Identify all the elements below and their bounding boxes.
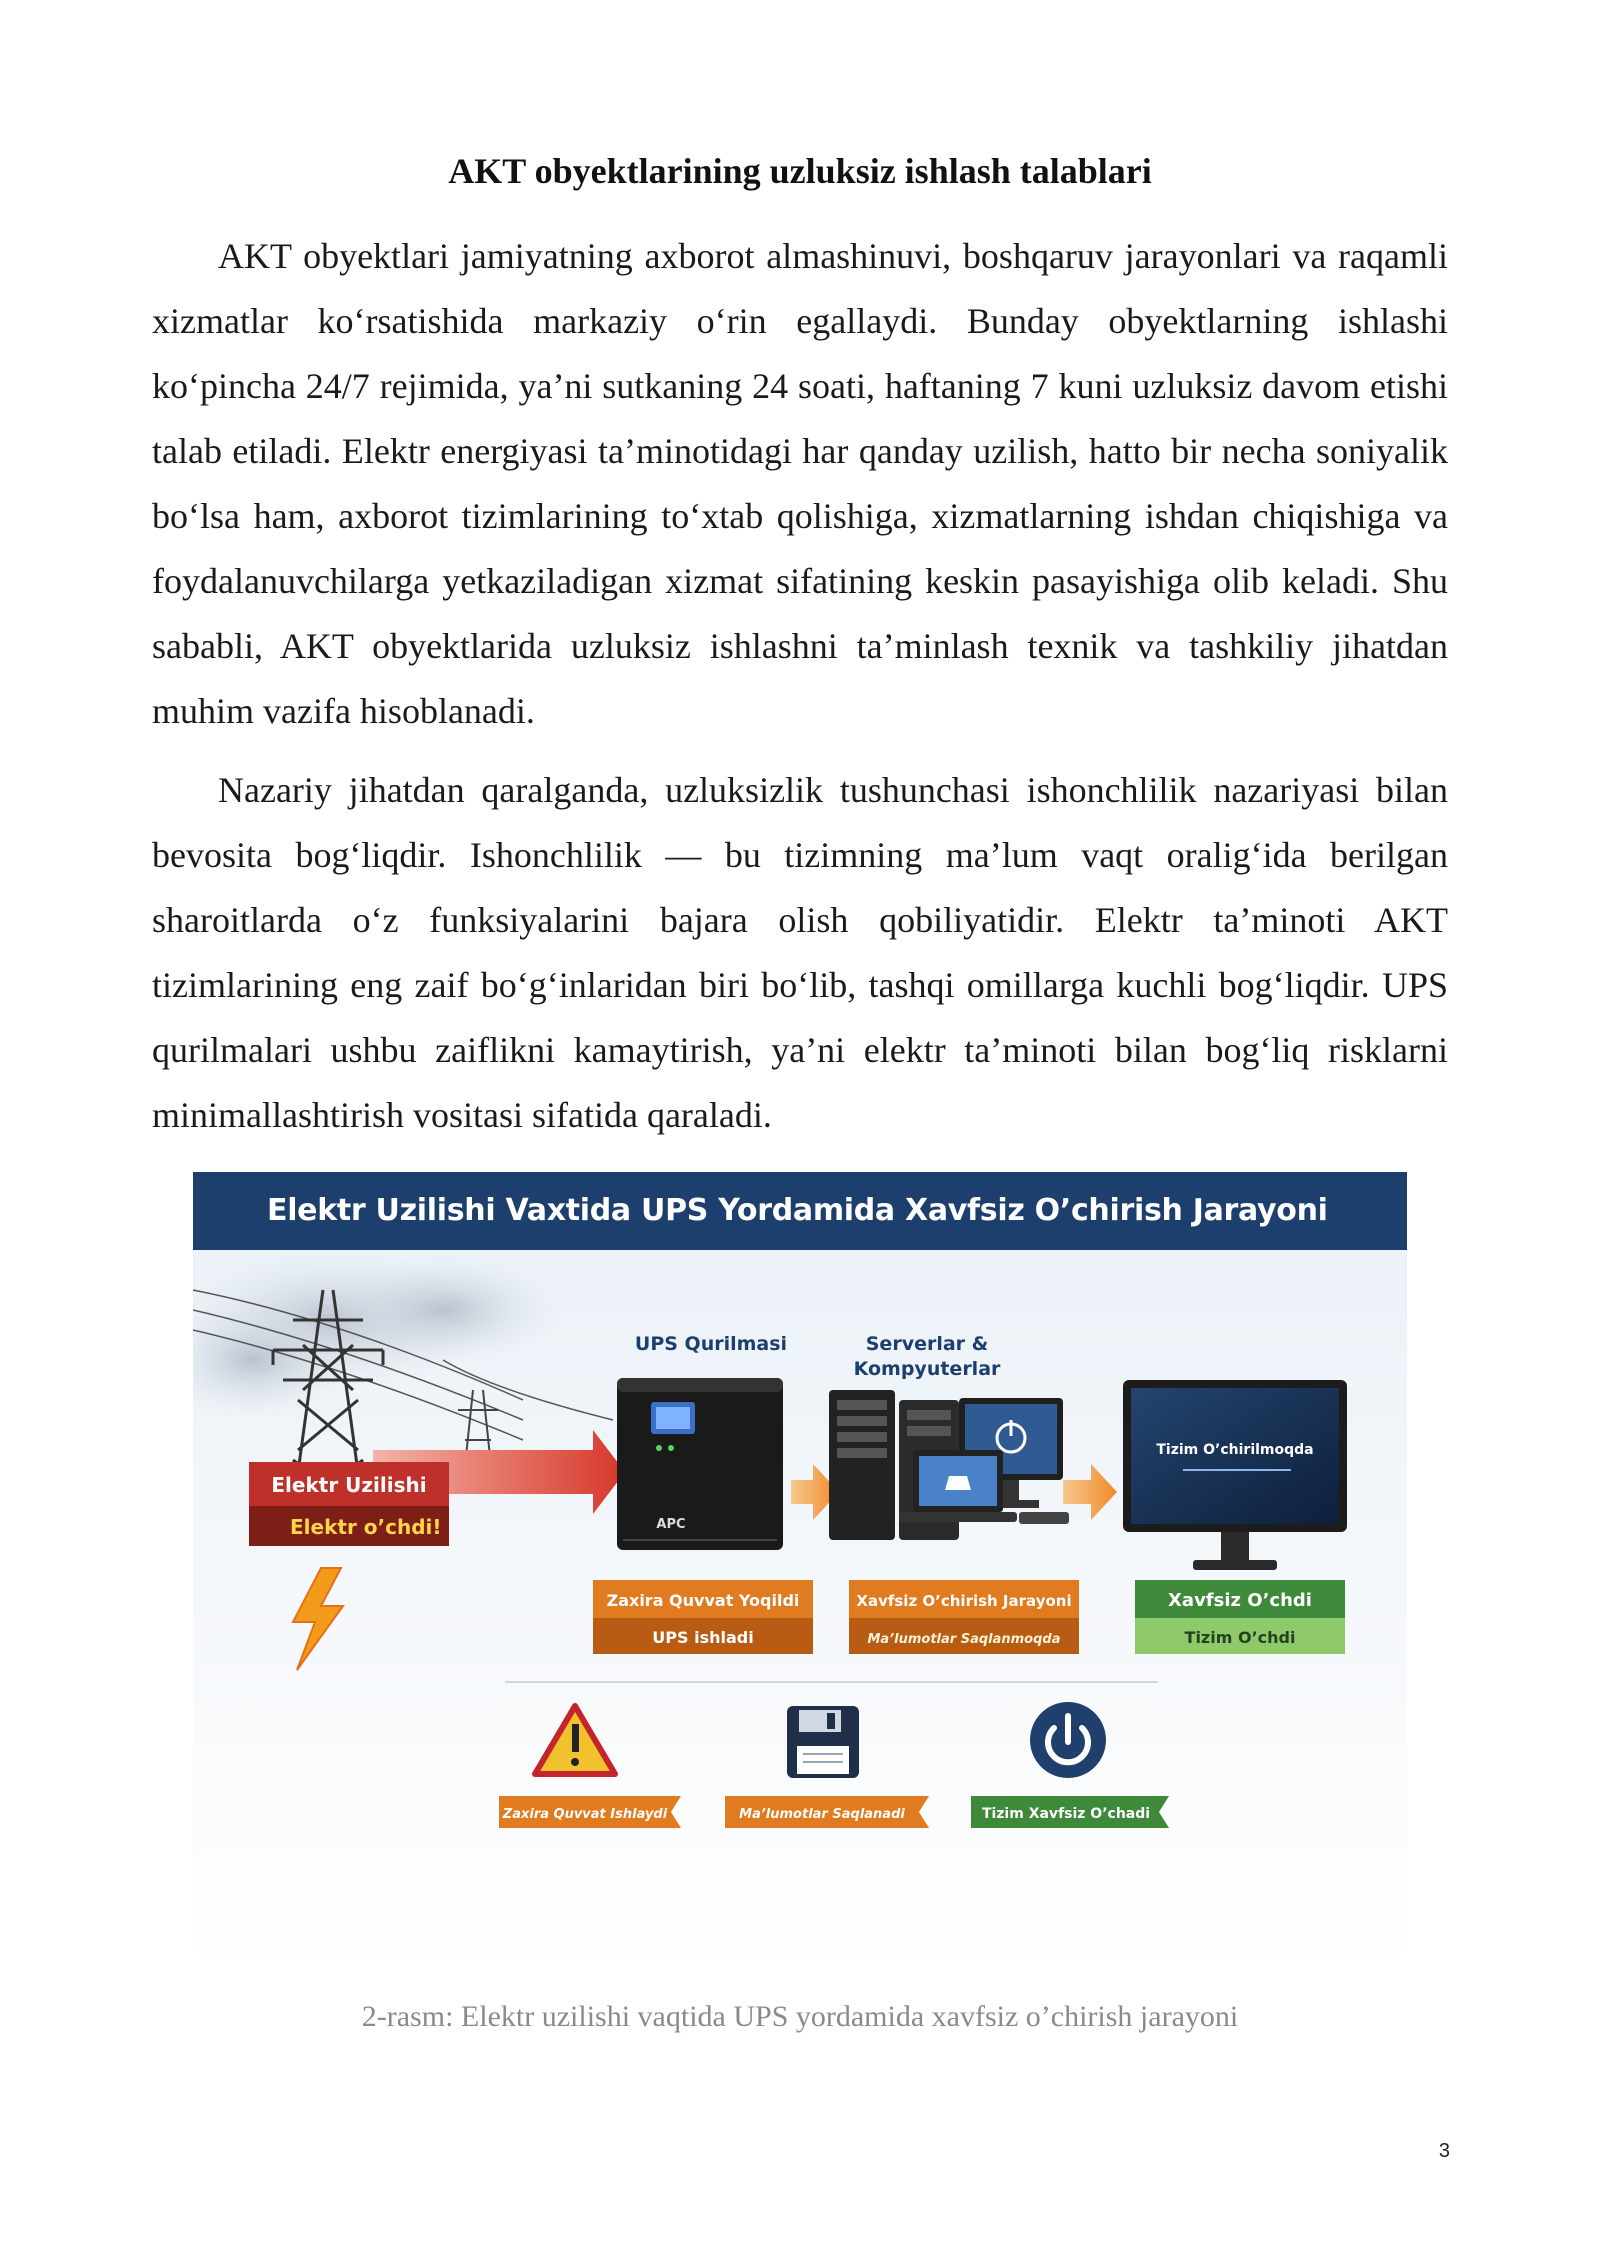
servers-label-top: Xavfsiz O’chirish Jarayoni	[856, 1592, 1072, 1610]
figure-ups-shutdown	[193, 1172, 1407, 1980]
ups-title: UPS Qurilmasi	[634, 1333, 788, 1355]
flow-arrow-2	[1063, 1464, 1117, 1520]
servers-title-line1: Serverlar &	[865, 1333, 989, 1355]
bottom-label-1: Zaxira Quvvat Ishlaydi	[502, 1807, 668, 1822]
warning-icon	[535, 1706, 615, 1774]
power-icon	[1030, 1702, 1106, 1778]
servers-label-bottom: Ma’lumotlar Saqlanmoqda	[867, 1632, 1061, 1647]
page-number: 3	[1438, 2140, 1450, 2162]
monitor-label-top: Xavfsiz O’chdi	[1168, 1590, 1312, 1611]
storm-cloud-icon	[193, 1250, 563, 1420]
figure-illustration	[193, 1250, 1407, 1980]
shutdown-monitor-icon	[1123, 1380, 1347, 1570]
outage-label-bottom: Elektr o’chdi!	[290, 1515, 442, 1539]
bottom-label-3: Tizim Xavfsiz O’chadi	[981, 1806, 1151, 1822]
floppy-disk-icon	[787, 1706, 859, 1778]
paragraph-1: AKT obyektlari jamiyatning axborot almashinuvi, boshqaruv jarayonlari va raqamli xizmatlar ko‘rsatishida markaziy o‘rin egallaydi. Bunday obyektlarning ishlashi ko‘pincha 24/7 rejimida, ya’ni sutkaning 24 soati, haftaning 7 kuni uzluksiz davom etishi talab etiladi. Elektr energiyasi ta’minotidagi har qanday uzilish, hatto bir necha soniyalik bo‘lsa ham, axborot tizimlarining to‘xtab qolishiga, xizmatlarning ishdan chiqishiga va foydalanuvchilarga yetkaziladigan xizmat sifatining keskin pasayishiga olib keladi. Shu sababli, AKT obyektlarida uzluksiz ishlashni ta’minlash texnik va tashkiliy jihatdan muhim vazifa hisoblanadi.	[152, 236, 1448, 731]
ups-brand-label: APC	[656, 1517, 686, 1532]
outage-label-top: Elektr Uzilishi	[271, 1473, 427, 1497]
figure-caption: 2-rasm: Elektr uzilishi vaqtida UPS yordamida xavfsiz o’chirish jarayoni	[361, 2000, 1239, 2033]
figure-header: Elektr Uzilishi Vaxtida UPS Yordamida Xavfsiz O’chirish Jarayoni	[193, 1172, 1407, 1250]
ups-label-top: Zaxira Quvvat Yoqildi	[606, 1591, 800, 1610]
monitor-screen-text: Tizim O’chirilmoqda	[1156, 1442, 1314, 1458]
servers-title-line2: Kompyuterlar	[853, 1358, 1001, 1380]
lightning-bolt-icon	[293, 1568, 343, 1670]
bottom-label-2: Ma’lumotlar Saqlanadi	[739, 1807, 905, 1822]
ups-device-icon	[617, 1378, 783, 1550]
page-title: AKT obyektlarining uzluksiz ishlash talablari	[448, 151, 1152, 191]
paragraph-2: Nazariy jihatdan qaralganda, uzluksizlik tushunchasi ishonchlilik nazariyasi bilan bevosita bog‘liqdir. Ishonchlilik — bu tizimning ma’lum vaqt oralig‘ida berilgan sharoitlarda o‘z funksiyalarini bajara olish qobiliyatidir. Elektr ta’minoti AKT tizimlarining eng zaif bo‘g‘inlaridan biri bo‘lib, tashqi omillarga kuchli bog‘liqdir. UPS qurilmalari ushbu zaiflikni kamaytirish, ya’ni elektr ta’minoti bilan bog‘liq risklarni minimallashtirish vositasi sifatida qaraladi.	[152, 770, 1448, 1135]
monitor-label-bottom: Tizim O’chdi	[1184, 1628, 1296, 1647]
ups-label-bottom: UPS ishladi	[652, 1628, 754, 1647]
